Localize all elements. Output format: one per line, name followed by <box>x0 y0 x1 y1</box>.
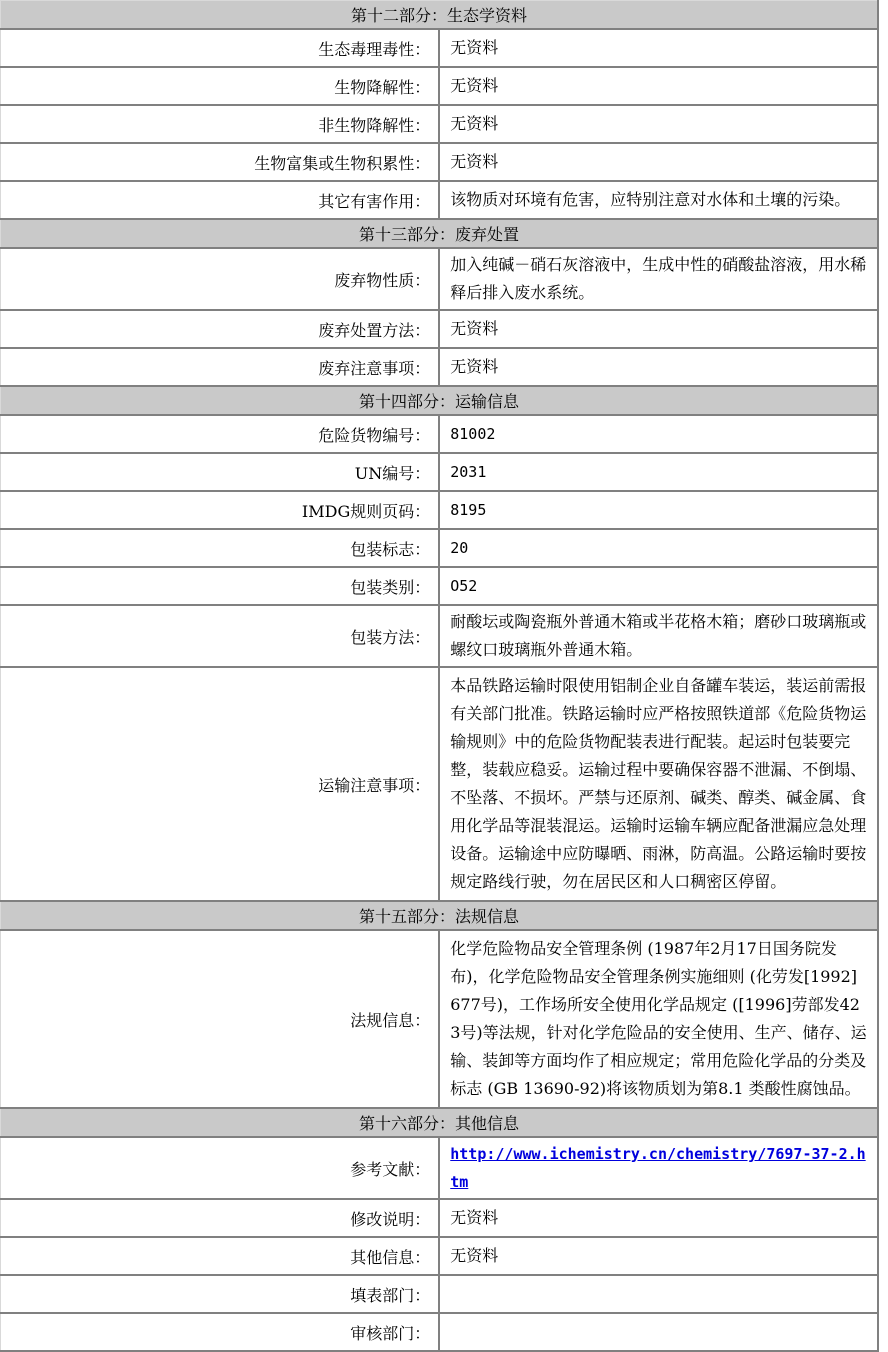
table-row <box>1 348 879 386</box>
table-row <box>1 248 879 310</box>
row-label: 废弃处置方法： <box>1 310 440 348</box>
row-value: 本品铁路运输时限使用铝制企业自备罐车装运，装运前需报有关部门批准。铁路运输时应严格按照铁道部《危险货物运输规则》中的危险货物配装表进行配装。起运时包装要完整，装载应稳妥。运输过程中要确保容器不泄漏、不倒塌、不坠落、不损坏。严禁与还原剂、碱类、醇类、碱金属、食用化学品等混装混运。运输时运输车辆应配备泄漏应急处理设备。运输途中应防曝晒、雨淋，防高温。公路运输时要按规定路线行驶，勿在居民区和人口稠密区停留。 <box>439 667 878 901</box>
section-header-14 <box>1 386 879 415</box>
row-value: 无资料 <box>439 1199 878 1237</box>
row-label: 生物降解性： <box>1 67 440 105</box>
table-row <box>1 1199 879 1237</box>
row-value: 2031 <box>439 453 878 491</box>
row-value <box>439 1275 878 1313</box>
section-title: 第十二部分：生态学资料 <box>1 1 879 30</box>
row-label: IMDG规则页码： <box>1 491 440 529</box>
table-row <box>1 930 879 1108</box>
row-label: 审核部门： <box>1 1313 440 1351</box>
section-header-13 <box>1 219 879 248</box>
section-title: 第十五部分：法规信息 <box>1 901 879 930</box>
row-label: 运输注意事项： <box>1 667 440 901</box>
section-title: 第十四部分：运输信息 <box>1 386 879 415</box>
row-label: 包装类别： <box>1 567 440 605</box>
row-label: 生态毒理毒性： <box>1 29 440 67</box>
section-header-15 <box>1 901 879 930</box>
row-label: 填表部门： <box>1 1275 440 1313</box>
row-label: 其它有害作用： <box>1 181 440 219</box>
table-row <box>1 29 879 67</box>
table-row <box>1 567 879 605</box>
row-label: 修改说明： <box>1 1199 440 1237</box>
row-value: 无资料 <box>439 143 878 181</box>
row-value: 无资料 <box>439 310 878 348</box>
row-label: 参考文献： <box>1 1137 440 1199</box>
row-label: 包装标志： <box>1 529 440 567</box>
row-value: 无资料 <box>439 29 878 67</box>
row-label: 废弃物性质： <box>1 248 440 310</box>
section-title: 第十六部分：其他信息 <box>1 1108 879 1137</box>
reference-link[interactable]: http://www.ichemistry.cn/chemistry/7697-37-2.htm <box>450 1145 866 1191</box>
section-header-16 <box>1 1108 879 1137</box>
row-value: 无资料 <box>439 105 878 143</box>
table-row <box>1 667 879 901</box>
table-row <box>1 1313 879 1351</box>
row-value: 无资料 <box>439 67 878 105</box>
row-value: 该物质对环境有危害，应特别注意对水体和土壤的污染。 <box>439 181 878 219</box>
table-row <box>1 453 879 491</box>
row-value: 加入纯碱－硝石灰溶液中，生成中性的硝酸盐溶液，用水稀释后排入废水系统。 <box>439 248 878 310</box>
table-row <box>1 181 879 219</box>
row-value: O52 <box>439 567 878 605</box>
table-row <box>1 143 879 181</box>
table-row <box>1 67 879 105</box>
table-row <box>1 1137 879 1199</box>
row-value <box>439 1137 878 1199</box>
row-value: 81002 <box>439 415 878 453</box>
table-row <box>1 605 879 667</box>
row-value: 20 <box>439 529 878 567</box>
table-row <box>1 415 879 453</box>
row-value <box>439 1313 878 1351</box>
row-value: 耐酸坛或陶瓷瓶外普通木箱或半花格木箱；磨砂口玻璃瓶或螺纹口玻璃瓶外普通木箱。 <box>439 605 878 667</box>
row-label: 包装方法： <box>1 605 440 667</box>
section-title: 第十三部分：废弃处置 <box>1 219 879 248</box>
table-row <box>1 529 879 567</box>
row-label: 废弃注意事项： <box>1 348 440 386</box>
row-value: 无资料 <box>439 348 878 386</box>
row-value: 无资料 <box>439 1237 878 1275</box>
row-label: 非生物降解性： <box>1 105 440 143</box>
row-label: 其他信息： <box>1 1237 440 1275</box>
table-row <box>1 491 879 529</box>
row-value: 8195 <box>439 491 878 529</box>
table-row <box>1 1237 879 1275</box>
table-row <box>1 1275 879 1313</box>
row-label: UN编号： <box>1 453 440 491</box>
section-header-12 <box>1 1 879 30</box>
row-label: 生物富集或生物积累性： <box>1 143 440 181</box>
row-label: 危险货物编号： <box>1 415 440 453</box>
table-row <box>1 105 879 143</box>
table-row <box>1 310 879 348</box>
row-value: 化学危险物品安全管理条例 (1987年2月17日国务院发布)，化学危险物品安全管理条例实施细则 (化劳发[1992]677号)，工作场所安全使用化学品规定 ([1996]劳部发423号)等法规，针对化学危险品的安全使用、生产、储存、运输、装卸等方面均作了相应规定；常用危险化学品的分类及标志 (GB 13690-92)将该物质划为第8.1 类酸性腐蚀品。 <box>439 930 878 1108</box>
row-label: 法规信息： <box>1 930 440 1108</box>
